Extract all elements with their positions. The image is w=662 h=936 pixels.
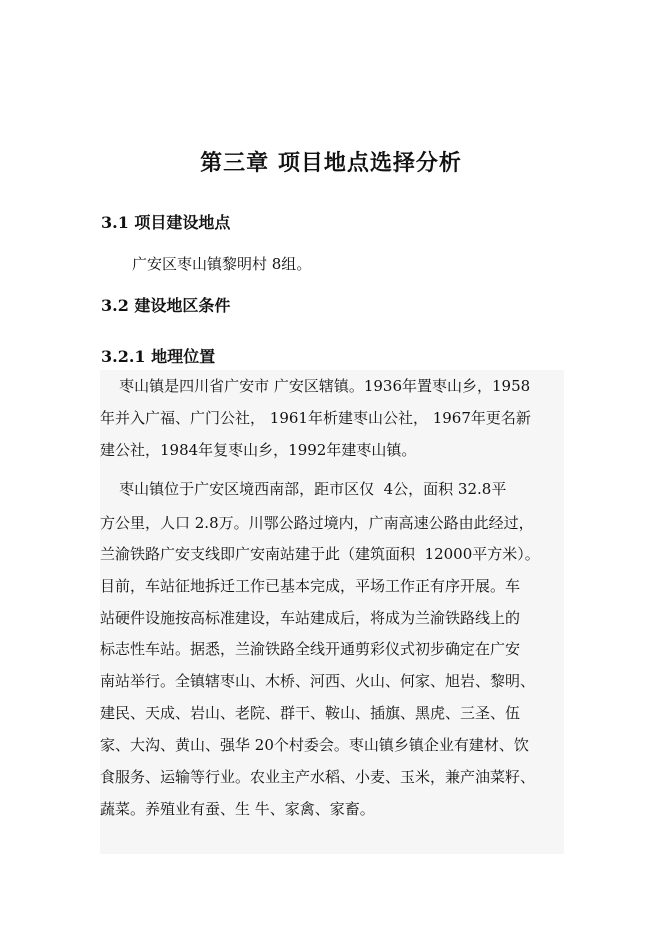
paragraph-line: 食服务、运输等行业。农业主产水稻、小麦、玉米，兼产油菜籽、 <box>100 768 536 786</box>
section-heading-3-2-1: 3.2.1 地理位置 <box>101 347 216 366</box>
paragraph-line: 建民、天成、岩山、老院、群干、鞍山、插旗、黑虎、三圣、伍 <box>100 704 521 722</box>
paragraph-line: 南站举行。全镇辖枣山、木桥、河西、火山、何家、旭岩、黎明、 <box>100 672 536 690</box>
paragraph-line: 家、大沟、黄山、强华 20个村委会。枣山镇乡镇企业有建材、饮 <box>100 736 529 754</box>
paragraph-line: 兰渝铁路广安支线即广安南站建于此（建筑面积 12000平方米）。 <box>100 545 540 563</box>
chapter-title: 第三章 项目地点选择分析 <box>200 150 462 176</box>
paragraph-line: 目前，车站征地拆迁工作已基本完成，平场工作正有序开展。车 <box>100 577 521 595</box>
geography-text-block <box>100 370 564 854</box>
paragraph-line: 枣山镇是四川省广安市 广安区辖镇。1936年置枣山乡，1958 <box>100 377 531 395</box>
paragraph-line: 方公里，人口 2.8万。川鄂公路过境内，广南高速公路由此经过， <box>100 514 534 532</box>
section-heading-3-1: 3.1 项目建设地点 <box>101 213 231 232</box>
project-location-text: 广安区枣山镇黎明村 8组。 <box>132 255 312 273</box>
paragraph-line: 站硬件设施按高标准建设，车站建成后，将成为兰渝铁路线上的 <box>100 609 521 627</box>
paragraph-line: 标志性车站。据悉，兰渝铁路全线开通剪彩仪式初步确定在广安 <box>100 640 521 658</box>
paragraph-line: 建公社，1984年复枣山乡，1992年建枣山镇。 <box>100 441 417 459</box>
paragraph-line: 年并入广福、广门公社， 1961年析建枣山公社， 1967年更名新 <box>100 409 531 427</box>
paragraph-line: 蔬菜。养殖业有蚕、生 牛、家禽、家畜。 <box>100 800 375 818</box>
paragraph-line: 枣山镇位于广安区境西南部，距市区仅 4公，面积 32.8平 <box>100 480 507 498</box>
section-heading-3-2: 3.2 建设地区条件 <box>101 296 231 315</box>
